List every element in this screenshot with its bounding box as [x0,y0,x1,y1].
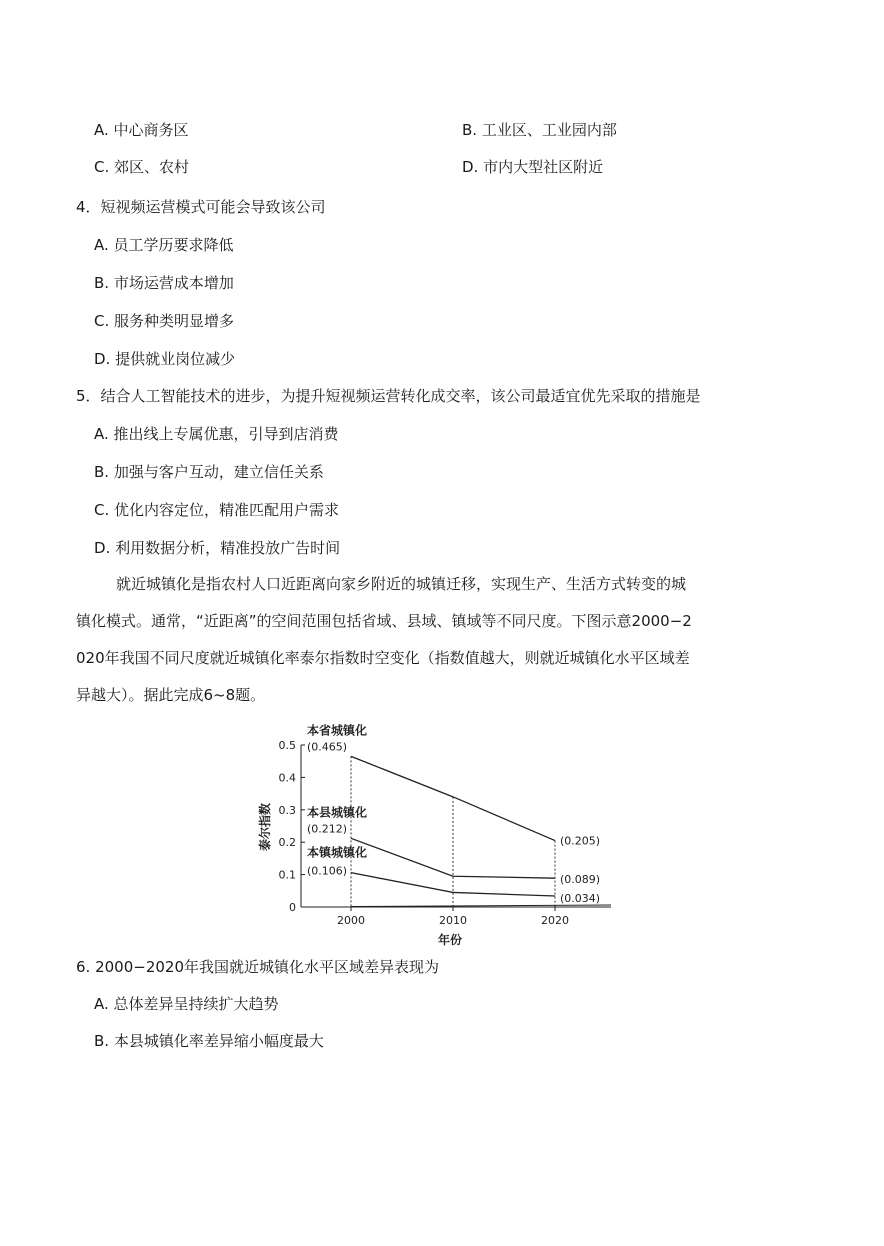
series-start-value-label: (0.106) [307,864,348,878]
series-start-value-label: (0.212) [307,822,348,836]
option-6a: A. 总体差异呈持续扩大趋势 [94,995,279,1013]
option-3a: A. 中心商务区 [94,121,189,139]
x-tick-label: 2020 [541,914,569,927]
question-4-stem: 4．短视频运营模式可能会导致该公司 [76,198,326,216]
series-end-value-label: (0.205) [560,834,601,848]
x-tick-label: 2000 [337,914,365,927]
theil-index-chart [245,723,625,952]
option-4b: B. 市场运营成本增加 [94,274,234,292]
y-tick-label: 0.5 [278,739,296,752]
x-tick-label: 2010 [439,914,467,927]
option-5b: B. 加强与客户互动，建立信任关系 [94,463,324,481]
y-tick-label: 0.3 [278,803,296,817]
option-4d: D. 提供就业岗位减少 [94,350,236,368]
series-name-label: 本县城镇化 [307,805,368,820]
question-6-stem: 6. 2000−2020年我国就近城镇化水平区域差异表现为 [76,958,439,976]
option-5c: C. 优化内容定位，精准匹配用户需求 [94,501,340,519]
passage-line-1: 就近城镇化是指农村人口近距离向家乡附近的城镇迁移，实现生产、生活方式转变的城 [116,575,687,593]
option-5d: D. 利用数据分析，精准投放广告时间 [94,539,341,557]
series-start-value-label: (0.465) [307,740,348,754]
y-tick-label: 0.4 [278,771,296,785]
series-name-label: 本省城镇化 [307,723,368,738]
y-tick-label: 0 [289,901,296,914]
series-name-label: 本镇城镇化 [307,845,368,860]
option-5a: A. 推出线上专属优惠，引导到店消费 [94,425,339,443]
option-3b: B. 工业区、工业园内部 [462,121,617,139]
passage-line-4: 异越大）。据此完成6~8题。 [76,686,266,704]
passage-line-2: 镇化模式。通常，“近距离”的空间范围包括省域、县域、镇域等不同尺度。下图示意2000−2 [76,612,692,630]
y-tick-label: 0.2 [278,836,296,850]
baseline-extension [351,905,611,907]
series-end-value-label: (0.089) [560,873,601,887]
x-axis-title: 年份 [437,933,463,947]
y-tick-label: 0.1 [278,868,296,882]
passage-line-3: 020年我国不同尺度就近城镇化率泰尔指数时空变化（指数值越大，则就近城镇化水平区域差 [76,649,690,667]
question-5-stem: 5．结合人工智能技术的进步，为提升短视频运营转化成交率，该公司最适宜优先采取的措施是 [76,387,701,405]
option-3d: D. 市内大型社区附近 [462,158,604,176]
option-4a: A. 员工学历要求降低 [94,236,234,254]
option-3c: C. 郊区、农村 [94,158,190,176]
series-end-value-label: (0.034) [560,891,601,905]
option-4c: C. 服务种类明显增多 [94,312,235,330]
y-axis-title: 泰尔指数 [258,802,272,852]
option-6b: B. 本县城镇化率差异缩小幅度最大 [94,1032,324,1050]
